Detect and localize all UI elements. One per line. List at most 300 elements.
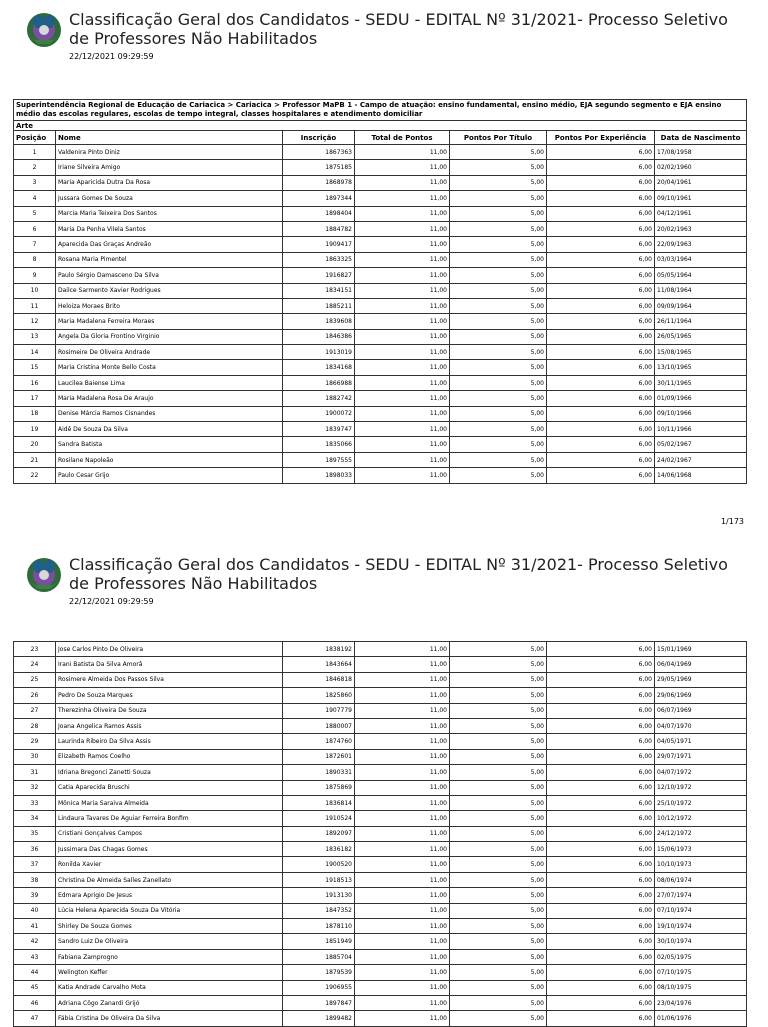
- cell-total: 11,00: [355, 980, 450, 995]
- cell-total: 11,00: [355, 688, 450, 703]
- cell-titulo: 5,00: [450, 795, 547, 810]
- cell-titulo: 5,00: [450, 160, 547, 175]
- cell-total: 11,00: [355, 406, 450, 421]
- cell-inscricao: 1909417: [283, 237, 355, 252]
- cell-total: 11,00: [355, 857, 450, 872]
- cell-experiencia: 6,00: [547, 391, 655, 406]
- cell-total: 11,00: [355, 995, 450, 1010]
- cell-posicao: 8: [14, 252, 56, 267]
- cell-experiencia: 6,00: [547, 703, 655, 718]
- cell-posicao: 30: [14, 749, 56, 764]
- cell-inscricao: 1897847: [283, 995, 355, 1010]
- table-row: [14, 422, 747, 437]
- cell-posicao: 25: [14, 672, 56, 687]
- cell-total: 11,00: [355, 780, 450, 795]
- cell-nascimento: 22/09/1963: [655, 237, 747, 252]
- cell-posicao: 40: [14, 903, 56, 918]
- cell-posicao: 6: [14, 221, 56, 236]
- cell-nascimento: 05/02/1967: [655, 437, 747, 452]
- cell-inscricao: 1868978: [283, 175, 355, 190]
- table-row: [14, 375, 747, 390]
- cell-nascimento: 04/05/1971: [655, 734, 747, 749]
- cell-inscricao: 1918513: [283, 872, 355, 887]
- cell-titulo: 5,00: [450, 375, 547, 390]
- col-header-inscricao: Inscrição: [283, 131, 355, 145]
- cell-nascimento: 26/11/1964: [655, 314, 747, 329]
- table-row: [14, 980, 747, 995]
- cell-inscricao: 1846386: [283, 329, 355, 344]
- cell-total: 11,00: [355, 1011, 450, 1026]
- cell-nascimento: 02/05/1975: [655, 949, 747, 964]
- cell-titulo: 5,00: [450, 811, 547, 826]
- cell-experiencia: 6,00: [547, 422, 655, 437]
- cell-total: 11,00: [355, 360, 450, 375]
- cell-experiencia: 6,00: [547, 857, 655, 872]
- cell-nome: Iriane Silveira Amigo: [56, 160, 283, 175]
- cell-posicao: 47: [14, 1011, 56, 1026]
- cell-nome: Rosimeire De Oliveira Andrade: [56, 345, 283, 360]
- table-row: [14, 672, 747, 687]
- cell-inscricao: 1875869: [283, 780, 355, 795]
- cell-total: 11,00: [355, 811, 450, 826]
- cell-total: 11,00: [355, 765, 450, 780]
- cell-nascimento: 24/12/1972: [655, 826, 747, 841]
- cell-nome: Cristiani Gonçalves Campos: [56, 826, 283, 841]
- cell-inscricao: 1899482: [283, 1011, 355, 1026]
- cell-nome: Rosimere Almeida Dos Passos Silva: [56, 672, 283, 687]
- cell-nome: Laurinda Ribeiro Da Silva Assis: [56, 734, 283, 749]
- cell-nome: Jose Carlos Pinto De Oliveira: [56, 642, 283, 657]
- report-title: Classificação Geral dos Candidatos - SEDU - EDITAL Nº 31/2021- Processo Seletivo de Professores Não Habilitados: [69, 555, 728, 593]
- table-row: [14, 298, 747, 313]
- cell-nome: Angela Da Gloria Frontino Virginio: [56, 329, 283, 344]
- col-header-posicao: Posição: [14, 131, 56, 145]
- cell-posicao: 43: [14, 949, 56, 964]
- cell-total: 11,00: [355, 221, 450, 236]
- table-row: [14, 965, 747, 980]
- cell-experiencia: 6,00: [547, 965, 655, 980]
- cell-titulo: 5,00: [450, 175, 547, 190]
- cell-titulo: 5,00: [450, 688, 547, 703]
- cell-posicao: 14: [14, 345, 56, 360]
- cell-posicao: 33: [14, 795, 56, 810]
- cell-nascimento: 02/02/1960: [655, 160, 747, 175]
- cell-posicao: 4: [14, 191, 56, 206]
- cell-nome: Adriana Côgo Zanardi Grijó: [56, 995, 283, 1010]
- cell-posicao: 41: [14, 919, 56, 934]
- cell-posicao: 5: [14, 206, 56, 221]
- cell-experiencia: 6,00: [547, 252, 655, 267]
- cell-inscricao: 1907779: [283, 703, 355, 718]
- cell-titulo: 5,00: [450, 980, 547, 995]
- cell-nascimento: 29/07/1971: [655, 749, 747, 764]
- header-row: [14, 131, 747, 145]
- cell-nascimento: 11/08/1964: [655, 283, 747, 298]
- cell-nascimento: 29/06/1969: [655, 688, 747, 703]
- cell-titulo: 5,00: [450, 437, 547, 452]
- cell-inscricao: 1879539: [283, 965, 355, 980]
- cell-nome: Valdenira Pinto Diniz: [56, 145, 283, 160]
- cell-total: 11,00: [355, 268, 450, 283]
- cell-nascimento: 05/05/1964: [655, 268, 747, 283]
- cell-nascimento: 04/07/1970: [655, 718, 747, 733]
- cell-experiencia: 6,00: [547, 842, 655, 857]
- cell-nome: Ronilda Xavier: [56, 857, 283, 872]
- cell-titulo: 5,00: [450, 191, 547, 206]
- cell-titulo: 5,00: [450, 657, 547, 672]
- cell-total: 11,00: [355, 237, 450, 252]
- cell-nascimento: 30/11/1965: [655, 375, 747, 390]
- cell-total: 11,00: [355, 718, 450, 733]
- cell-nome: Idriana Bregonci Zanetti Souza: [56, 765, 283, 780]
- cell-nascimento: 01/06/1976: [655, 1011, 747, 1026]
- cell-titulo: 5,00: [450, 995, 547, 1010]
- cell-total: 11,00: [355, 252, 450, 267]
- cell-nome: Welington Keffer: [56, 965, 283, 980]
- cell-nascimento: 08/06/1974: [655, 872, 747, 887]
- cell-nome: Maria Madalena Ferreira Moraes: [56, 314, 283, 329]
- cell-inscricao: 1897344: [283, 191, 355, 206]
- cell-titulo: 5,00: [450, 345, 547, 360]
- cell-total: 11,00: [355, 826, 450, 841]
- cell-inscricao: 1874760: [283, 734, 355, 749]
- table-row: [14, 268, 747, 283]
- cell-nascimento: 09/09/1964: [655, 298, 747, 313]
- cell-titulo: 5,00: [450, 842, 547, 857]
- cell-total: 11,00: [355, 437, 450, 452]
- cell-total: 11,00: [355, 642, 450, 657]
- table-row: [14, 642, 747, 657]
- cell-nome: Aidê De Souza Da Silva: [56, 422, 283, 437]
- cell-experiencia: 6,00: [547, 642, 655, 657]
- cell-titulo: 5,00: [450, 703, 547, 718]
- cell-inscricao: 1880007: [283, 718, 355, 733]
- cell-titulo: 5,00: [450, 268, 547, 283]
- table-row: [14, 795, 747, 810]
- cell-inscricao: 1900072: [283, 406, 355, 421]
- cell-nome: Catia Aparecida Bruschi: [56, 780, 283, 795]
- cell-nascimento: 07/10/1974: [655, 903, 747, 918]
- cell-nascimento: 24/02/1967: [655, 452, 747, 467]
- cell-posicao: 32: [14, 780, 56, 795]
- cell-total: 11,00: [355, 749, 450, 764]
- table-row: [14, 718, 747, 733]
- cell-total: 11,00: [355, 175, 450, 190]
- cell-inscricao: 1906955: [283, 980, 355, 995]
- cell-experiencia: 6,00: [547, 672, 655, 687]
- cell-experiencia: 6,00: [547, 175, 655, 190]
- table-row: [14, 765, 747, 780]
- cell-posicao: 29: [14, 734, 56, 749]
- cell-inscricao: 1913019: [283, 345, 355, 360]
- col-header-nascimento: Data de Nascimento: [655, 131, 747, 145]
- table-row: [14, 345, 747, 360]
- cell-total: 11,00: [355, 657, 450, 672]
- cell-nome: Dailce Sarmento Xavier Rodrigues: [56, 283, 283, 298]
- cell-nascimento: 19/10/1974: [655, 919, 747, 934]
- table-row: [14, 903, 747, 918]
- cell-experiencia: 6,00: [547, 221, 655, 236]
- cell-nome: Denise Márcia Ramos Cisnandes: [56, 406, 283, 421]
- cell-experiencia: 6,00: [547, 437, 655, 452]
- cell-titulo: 5,00: [450, 749, 547, 764]
- cell-nome: Lindaura Tavares De Aguiar Ferreira Bonfim: [56, 811, 283, 826]
- cell-inscricao: 1913130: [283, 888, 355, 903]
- cell-experiencia: 6,00: [547, 283, 655, 298]
- cell-experiencia: 6,00: [547, 375, 655, 390]
- cell-nascimento: 20/04/1961: [655, 175, 747, 190]
- cell-posicao: 21: [14, 452, 56, 467]
- cell-experiencia: 6,00: [547, 191, 655, 206]
- cell-titulo: 5,00: [450, 919, 547, 934]
- cell-titulo: 5,00: [450, 391, 547, 406]
- cell-total: 11,00: [355, 703, 450, 718]
- cell-posicao: 44: [14, 965, 56, 980]
- cell-experiencia: 6,00: [547, 145, 655, 160]
- cell-nascimento: 08/10/1975: [655, 980, 747, 995]
- cell-experiencia: 6,00: [547, 718, 655, 733]
- cell-titulo: 5,00: [450, 221, 547, 236]
- cell-total: 11,00: [355, 949, 450, 964]
- cell-nome: Fábia Cristina De Oliveira Da Silva: [56, 1011, 283, 1026]
- cell-experiencia: 6,00: [547, 1011, 655, 1026]
- cell-experiencia: 6,00: [547, 934, 655, 949]
- cell-titulo: 5,00: [450, 718, 547, 733]
- cell-titulo: 5,00: [450, 857, 547, 872]
- cell-total: 11,00: [355, 298, 450, 313]
- cell-nome: Rosana Maria Pimentel: [56, 252, 283, 267]
- cell-experiencia: 6,00: [547, 795, 655, 810]
- cell-total: 11,00: [355, 314, 450, 329]
- table-row: [14, 468, 747, 483]
- cell-nome: Maria Aparicida Dutra Da Rosa: [56, 175, 283, 190]
- cell-experiencia: 6,00: [547, 468, 655, 483]
- cell-experiencia: 6,00: [547, 919, 655, 934]
- cell-titulo: 5,00: [450, 934, 547, 949]
- cell-titulo: 5,00: [450, 642, 547, 657]
- cell-nome: Lúcia Helena Aparecida Souza Da Vitória: [56, 903, 283, 918]
- cell-posicao: 1: [14, 145, 56, 160]
- cell-posicao: 2: [14, 160, 56, 175]
- cell-nascimento: 29/05/1969: [655, 672, 747, 687]
- col-header-experiencia: Pontos Por Experiência: [547, 131, 655, 145]
- cell-total: 11,00: [355, 329, 450, 344]
- table-row: [14, 452, 747, 467]
- table-row: [14, 749, 747, 764]
- cell-total: 11,00: [355, 795, 450, 810]
- cell-inscricao: 1885211: [283, 298, 355, 313]
- cell-total: 11,00: [355, 452, 450, 467]
- table-row: [14, 360, 747, 375]
- cell-nascimento: 25/10/1972: [655, 795, 747, 810]
- cell-total: 11,00: [355, 145, 450, 160]
- cell-nascimento: 27/07/1974: [655, 888, 747, 903]
- table-row: [14, 842, 747, 857]
- cell-titulo: 5,00: [450, 872, 547, 887]
- table-row: [14, 919, 747, 934]
- cell-total: 11,00: [355, 345, 450, 360]
- cell-nome: Edmara Aprigio De Jesus: [56, 888, 283, 903]
- cell-nome: Fabiana Zamprogno: [56, 949, 283, 964]
- cell-posicao: 38: [14, 872, 56, 887]
- cell-experiencia: 6,00: [547, 406, 655, 421]
- cell-experiencia: 6,00: [547, 888, 655, 903]
- cell-total: 11,00: [355, 965, 450, 980]
- cell-total: 11,00: [355, 422, 450, 437]
- cell-total: 11,00: [355, 888, 450, 903]
- cell-experiencia: 6,00: [547, 452, 655, 467]
- cell-inscricao: 1846818: [283, 672, 355, 687]
- cell-titulo: 5,00: [450, 422, 547, 437]
- state-crest-logo: [24, 10, 64, 50]
- cell-nome: Jussimara Das Chagas Gomes: [56, 842, 283, 857]
- cell-nascimento: 12/10/1972: [655, 780, 747, 795]
- table-row: [14, 995, 747, 1010]
- cell-inscricao: 1851949: [283, 934, 355, 949]
- cell-titulo: 5,00: [450, 903, 547, 918]
- cell-titulo: 5,00: [450, 888, 547, 903]
- cell-posicao: 37: [14, 857, 56, 872]
- cell-posicao: 27: [14, 703, 56, 718]
- table-row: [14, 145, 747, 160]
- cell-nascimento: 10/12/1972: [655, 811, 747, 826]
- table-row: [14, 934, 747, 949]
- cell-nome: Mônica Maria Saraiva Almeida: [56, 795, 283, 810]
- cell-nome: Heloiza Moraes Brito: [56, 298, 283, 313]
- table-row: [14, 734, 747, 749]
- cell-inscricao: 1825860: [283, 688, 355, 703]
- table-row: [14, 391, 747, 406]
- table-row: [14, 811, 747, 826]
- cell-posicao: 35: [14, 826, 56, 841]
- cell-experiencia: 6,00: [547, 345, 655, 360]
- cell-titulo: 5,00: [450, 406, 547, 421]
- cell-titulo: 5,00: [450, 252, 547, 267]
- cell-nascimento: 07/10/1975: [655, 965, 747, 980]
- cell-experiencia: 6,00: [547, 314, 655, 329]
- cell-nome: Aparecida Das Graças Andreão: [56, 237, 283, 252]
- cell-nome: Marcia Maria Teixeira Dos Santos: [56, 206, 283, 221]
- cell-posicao: 15: [14, 360, 56, 375]
- cell-titulo: 5,00: [450, 965, 547, 980]
- cell-titulo: 5,00: [450, 826, 547, 841]
- cell-posicao: 39: [14, 888, 56, 903]
- table-row: [14, 283, 747, 298]
- cell-posicao: 26: [14, 688, 56, 703]
- report-title: Classificação Geral dos Candidatos - SEDU - EDITAL Nº 31/2021- Processo Seletivo de Professores Não Habilitados: [69, 10, 728, 48]
- cell-inscricao: 1867363: [283, 145, 355, 160]
- cell-total: 11,00: [355, 160, 450, 175]
- table-row: [14, 252, 747, 267]
- cell-inscricao: 1834151: [283, 283, 355, 298]
- cell-nome: Maria Madalena Rosa De Araujo: [56, 391, 283, 406]
- cell-experiencia: 6,00: [547, 872, 655, 887]
- cell-inscricao: 1839608: [283, 314, 355, 329]
- cell-total: 11,00: [355, 468, 450, 483]
- cell-titulo: 5,00: [450, 734, 547, 749]
- cell-nome: Pedro De Souza Marques: [56, 688, 283, 703]
- cell-nome: Rosilane Napoleão: [56, 452, 283, 467]
- cell-total: 11,00: [355, 872, 450, 887]
- cell-titulo: 5,00: [450, 206, 547, 221]
- table-row: [14, 237, 747, 252]
- cell-experiencia: 6,00: [547, 298, 655, 313]
- cell-experiencia: 6,00: [547, 329, 655, 344]
- report-datetime: 22/12/2021 09:29:59: [69, 52, 154, 61]
- cell-inscricao: 1872601: [283, 749, 355, 764]
- cell-posicao: 46: [14, 995, 56, 1010]
- cell-experiencia: 6,00: [547, 734, 655, 749]
- cell-total: 11,00: [355, 903, 450, 918]
- page-2-header: [0, 545, 768, 605]
- cell-posicao: 34: [14, 811, 56, 826]
- cell-inscricao: 1839747: [283, 422, 355, 437]
- cell-experiencia: 6,00: [547, 765, 655, 780]
- cell-posicao: 31: [14, 765, 56, 780]
- cell-nascimento: 04/07/1972: [655, 765, 747, 780]
- cell-titulo: 5,00: [450, 1011, 547, 1026]
- cell-posicao: 3: [14, 175, 56, 190]
- table-row: [14, 160, 747, 175]
- table-row: [14, 688, 747, 703]
- cell-nascimento: 26/05/1965: [655, 329, 747, 344]
- cell-nascimento: 23/04/1976: [655, 995, 747, 1010]
- cell-total: 11,00: [355, 734, 450, 749]
- cell-nome: Jussara Gomes De Souza: [56, 191, 283, 206]
- cell-nome: Sandro Luiz De Oliveira: [56, 934, 283, 949]
- cell-titulo: 5,00: [450, 283, 547, 298]
- table-row: [14, 949, 747, 964]
- cell-nome: Maria Da Penha Vilela Santos: [56, 221, 283, 236]
- table-row: [14, 314, 747, 329]
- cell-titulo: 5,00: [450, 237, 547, 252]
- cell-inscricao: 1892097: [283, 826, 355, 841]
- cell-posicao: 36: [14, 842, 56, 857]
- cell-titulo: 5,00: [450, 329, 547, 344]
- cell-inscricao: 1897555: [283, 452, 355, 467]
- cell-total: 11,00: [355, 391, 450, 406]
- cell-experiencia: 6,00: [547, 826, 655, 841]
- cell-inscricao: 1898404: [283, 206, 355, 221]
- ranking-table-page-2: [13, 641, 747, 1027]
- cell-nome: Therezinha Oliveira De Souza: [56, 703, 283, 718]
- cell-inscricao: 1878110: [283, 919, 355, 934]
- table-row: [14, 329, 747, 344]
- table-row: [14, 175, 747, 190]
- cell-nascimento: 20/02/1963: [655, 221, 747, 236]
- cell-nascimento: 10/11/1966: [655, 422, 747, 437]
- cell-posicao: 17: [14, 391, 56, 406]
- cell-nome: Paulo Sérgio Damasceno Da Silva: [56, 268, 283, 283]
- table-row: [14, 826, 747, 841]
- cell-nascimento: 04/12/1961: [655, 206, 747, 221]
- cell-titulo: 5,00: [450, 314, 547, 329]
- report-datetime: 22/12/2021 09:29:59: [69, 597, 154, 606]
- cell-nome: Paulo Cesar Grijo: [56, 468, 283, 483]
- col-header-total: Total de Pontos: [355, 131, 450, 145]
- cell-titulo: 5,00: [450, 780, 547, 795]
- cell-inscricao: 1882742: [283, 391, 355, 406]
- cell-experiencia: 6,00: [547, 360, 655, 375]
- table-row: [14, 406, 747, 421]
- cell-titulo: 5,00: [450, 672, 547, 687]
- cell-experiencia: 6,00: [547, 811, 655, 826]
- col-header-nome: Nome: [56, 131, 283, 145]
- cell-inscricao: 1884782: [283, 221, 355, 236]
- cell-inscricao: 1890331: [283, 765, 355, 780]
- cell-nascimento: 30/10/1974: [655, 934, 747, 949]
- cell-titulo: 5,00: [450, 949, 547, 964]
